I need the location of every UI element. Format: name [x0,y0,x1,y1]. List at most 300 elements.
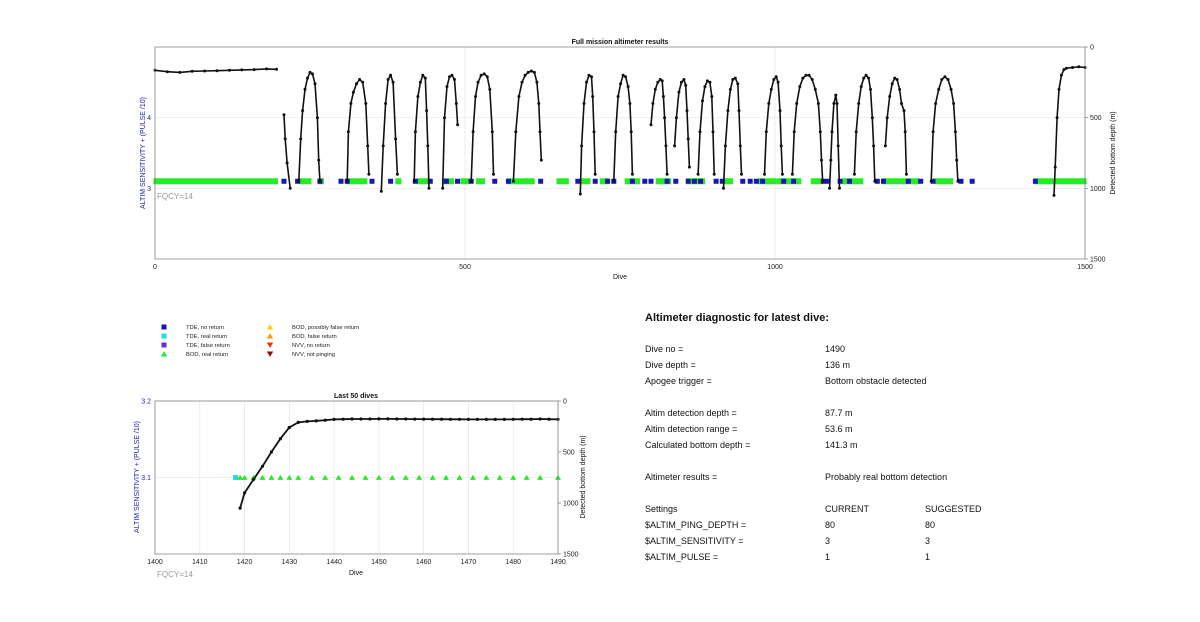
depth-point [947,78,950,81]
depth-point [583,102,586,105]
depth-point [288,426,291,429]
depth-point [869,88,872,91]
depth-point [297,180,300,183]
depth-point [346,180,349,183]
depth-line-segment [580,75,595,194]
depth-point [467,418,470,421]
depth-point [656,81,659,84]
tde-no-return-marker [740,179,745,184]
depth-point [485,418,488,421]
depth-point [630,130,633,133]
dive-depth-value: 136 m [825,360,851,370]
altimeter-diagnostic-panel [645,312,1165,568]
depth-point [666,173,669,176]
depth-point [428,187,431,190]
depth-point [712,130,715,133]
depth-point [306,420,309,423]
depth-point [740,173,743,176]
depth-point [191,70,194,73]
bod-real-return-band [935,178,954,184]
depth-point [664,144,667,147]
depth-point [441,187,444,190]
depth-point [686,109,689,112]
depth-point [956,180,959,183]
depth-line-segment [651,80,667,175]
results-label: Altimeter results = [645,472,718,482]
tde-no-return-marker [748,179,753,184]
sensitivity-current: 3 [825,536,831,546]
depth-point [279,437,282,440]
depth-point [937,88,940,91]
depth-point [270,450,273,453]
depth-point [651,102,654,105]
depth-point [808,74,811,77]
depth-point [456,123,459,126]
apogee-label: Apogee trigger = [645,376,712,386]
depth-point [726,109,729,112]
x-tick-label: 1000 [767,264,783,271]
tde-no-return-marker [538,179,543,184]
depth-line-segment [854,75,874,181]
depth-point [306,77,309,80]
depth-line-segment [765,77,783,175]
depth-point [777,81,780,84]
x-tick-label: 1500 [1077,264,1093,271]
depth-point [855,130,858,133]
tde-no-return-marker [847,179,852,184]
depth-point [821,180,824,183]
depth-point [898,88,901,91]
depth-point [675,116,678,119]
depth-point [619,82,622,85]
tde-no-return-marker [754,179,759,184]
depth-point [593,130,596,133]
pulse-current: 1 [825,552,831,562]
dive-depth-row [645,360,1165,376]
bod-real-return-band [557,178,569,184]
depth-point [680,81,683,84]
bod-real-return-band [476,178,485,184]
detection-depth-row [645,408,1165,424]
current-header: CURRENT [825,504,869,514]
depth-point [253,68,256,71]
depth-point [1054,166,1057,169]
apogee-value: Bottom obstacle detected [825,376,927,386]
legend-marker-triangle [267,333,273,338]
depth-point [284,137,287,140]
settings-header-row [645,504,1165,520]
calc-bottom-row [645,440,1165,456]
legend-label: TDE, false return [186,343,230,350]
bod-real-return-band [154,178,279,184]
depth-point [451,74,454,77]
depth-line-segment [1054,67,1085,196]
depth-point [314,82,317,85]
dive-depth-label: Dive depth = [645,360,696,370]
y-left-tick-label: 4 [147,115,151,123]
y-right-tick-label: 500 [563,449,575,457]
y-left-axis-label: ALTIM SENSITIVITY + (PULSE /10) [140,97,147,209]
depth-point [703,85,706,88]
depth-point [386,417,389,420]
x-tick-labels [153,264,1093,271]
depth-point [239,507,242,510]
suggested-header: SUGGESTED [925,504,982,514]
bod-real-return-band [395,178,401,184]
depth-point [539,130,542,133]
depth-line-segment [675,80,690,168]
x-tick-label: 1400 [147,559,163,566]
depth-point [905,173,908,176]
legend-marker-triangle [267,351,273,356]
depth-point [673,144,676,147]
depth-point [396,173,399,176]
depth-point [780,144,783,147]
depth-point [275,68,278,71]
detection-range-row [645,424,1165,440]
plot-data [233,417,561,509]
depth-line-segment [698,81,714,174]
depth-point [884,144,887,147]
depth-point [627,85,630,88]
depth-line-segment [513,71,541,181]
fqcy-annotation: FQCY=14 [157,192,193,201]
depth-line-segment [724,78,742,188]
depth-point [767,102,770,105]
y-right-tick-label: 0 [1090,44,1094,52]
depth-point [688,166,691,169]
x-tick-label: 1450 [371,559,387,566]
depth-point [535,81,538,84]
depth-point [421,74,424,77]
pulse-label: $ALTIM_PULSE = [645,552,719,562]
last-50-dives-chart [134,393,587,579]
legend-marker-triangle [267,324,273,329]
legend-label: BOD, real return [186,352,229,359]
depth-point [775,75,778,78]
depth-point [612,180,615,183]
sensitivity-row [645,536,1165,552]
legend-label: BOD, possibly false return [292,325,360,332]
depth-point [349,102,352,105]
depth-point [834,94,837,97]
depth-point [394,137,397,140]
bod-real-return-band [777,178,802,184]
depth-point [422,418,425,421]
depth-point [480,74,483,77]
depth-point [677,91,680,94]
depth-line-segment [299,72,320,181]
depth-point [265,67,268,70]
legend [161,324,360,358]
depth-point [940,78,943,81]
x-tick-label: 1460 [415,559,432,566]
depth-point [512,180,515,183]
tde-no-return-marker [370,179,375,184]
detection-depth-label: Altim detection depth = [645,408,737,418]
depth-point [836,102,839,105]
depth-point [367,173,370,176]
y-right-tick-label: 0 [563,398,567,406]
y-left-tick-label: 3.1 [141,475,151,482]
depth-point [736,82,739,85]
depth-point [426,144,429,147]
grid [155,47,1085,259]
chart-title: Last 50 dives [334,393,378,400]
sensitivity-label: $ALTIM_SENSITIVITY = [645,536,744,546]
depth-point [862,77,865,80]
depth-point [722,187,725,190]
dive-no-label: Dive no = [645,344,684,354]
depth-point [734,77,737,80]
depth-point [872,144,875,147]
x-tick-label: 500 [459,264,471,271]
bod-real-return-band [1034,178,1087,184]
depth-point [540,159,543,162]
depth-point [631,173,634,176]
bod-real-return-band [581,178,590,184]
depth-point [358,78,361,81]
settings-label: Settings [645,504,678,514]
depth-point [492,173,495,176]
depth-point [539,417,542,420]
depth-point [900,102,903,105]
depth-point [832,102,835,105]
tde-no-return-marker [692,179,697,184]
depth-point [404,417,407,420]
depth-point [738,109,741,112]
depth-point [203,70,206,73]
y-right-tick-label: 1000 [1090,185,1106,193]
depth-point [414,130,417,133]
tde-no-return-marker [630,179,635,184]
diagnostic-title: Altimeter diagnostic for latest dive: [645,312,829,324]
depth-point [455,102,458,105]
depth-point [286,161,289,164]
depth-point [425,109,428,112]
depth-point [820,159,823,162]
depth-point [449,418,452,421]
depth-point [1071,66,1074,69]
depth-point [770,88,773,91]
depth-point [873,180,876,183]
depth-point [517,95,520,98]
grid [155,401,558,554]
depth-point [299,137,302,140]
y-right-tick-labels [1085,45,1106,264]
tde-no-return-marker [388,179,393,184]
depth-point [472,130,475,133]
tde-no-return-marker [492,179,497,184]
depth-point [930,180,933,183]
depth-point [491,130,494,133]
x-tick-label: 1410 [191,559,208,566]
depth-point [324,419,327,422]
tde-no-return-marker [605,179,610,184]
tde-no-return-marker [506,179,511,184]
depth-point [395,417,398,420]
detection-range-label: Altim detection range = [645,424,738,434]
depth-point [591,95,594,98]
depth-point [585,81,588,84]
depth-point [530,70,533,73]
depth-point [687,137,690,140]
y-left-tick-labels [147,115,151,193]
depth-point [216,69,219,72]
depth-point [289,187,292,190]
depth-point [791,173,794,176]
depth-point [547,418,550,421]
depth-point [896,78,899,81]
y-left-tick-label: 3.2 [141,398,151,406]
depth-point [1077,65,1080,68]
tde-no-return-marker [575,179,580,184]
depth-point [431,418,434,421]
depth-point [661,79,664,82]
depth-point [710,95,713,98]
x-tick-label: 1430 [281,559,298,566]
tde-real-return-marker [233,475,238,480]
legend-label: TDE, no return [186,325,225,332]
depth-point [382,144,385,147]
x-tick-label: 1470 [460,559,477,566]
depth-point [474,95,477,98]
depth-line-segment [614,75,633,181]
depth-point [315,419,318,422]
calc-bottom-label: Calculated bottom depth = [645,440,751,450]
dive-no-row [645,344,1165,360]
depth-point [440,418,443,421]
depth-point [342,418,345,421]
results-value: Probably real bottom detection [825,472,948,482]
depth-point [1056,116,1059,119]
depth-point [932,130,935,133]
depth-point [283,113,286,116]
x-tick-label: 0 [153,264,157,271]
depth-line-segment [347,80,369,182]
legend-label: NVV, not pinging [292,352,335,359]
depth-point [650,123,653,126]
depth-point [252,478,255,481]
depth-point [579,193,582,196]
depth-point [483,72,486,75]
depth-point [713,173,716,176]
depth-point [301,109,304,112]
depth-point [533,71,536,74]
depth-point [317,159,320,162]
bod-real-return-band [842,178,864,184]
tde-no-return-marker [642,179,647,184]
depth-point [819,130,822,133]
dive-no-value: 1490 [825,344,846,354]
depth-point [729,88,732,91]
depth-point [537,102,540,105]
depth-line-segment [443,75,458,188]
depth-point [891,82,894,85]
depth-point [765,130,768,133]
tde-no-return-marker [760,179,765,184]
depth-point [699,130,702,133]
depth-point [524,74,527,77]
depth-point [580,144,583,147]
depth-point [470,180,473,183]
x-tick-label: 1440 [326,559,342,566]
depth-line-segment [284,115,290,189]
depth-point [888,95,891,98]
depth-point [503,418,506,421]
legend-marker-square [162,343,167,348]
depth-point [763,173,766,176]
depth-point [697,173,700,176]
tde-no-return-marker [455,179,460,184]
legend-label: TDE, real return [186,334,228,341]
depth-line-segment [830,95,840,188]
legend-marker-square [162,325,167,330]
depth-point [368,417,371,420]
depth-point [828,187,831,190]
depth-point [663,116,666,119]
depth-point [443,116,446,119]
depth-point [387,78,390,81]
y-right-tick-label: 1500 [563,551,579,559]
depth-point [886,116,889,119]
depth-line-segment [792,75,822,181]
bod-real-return-band [299,178,311,184]
depth-point [488,88,491,91]
depth-point [838,187,841,190]
depth-point [724,144,727,147]
depth-point [1053,194,1056,197]
depth-point [624,75,627,78]
y-left-axis-label: ALTIM SENSITIVITY + (PULSE /10) [134,421,141,533]
tde-no-return-marker [665,179,670,184]
depth-point [243,491,246,494]
depth-point [857,102,860,105]
ping-depth-row [645,520,1165,536]
legend-marker-triangle [267,342,273,347]
depth-point [684,84,687,87]
fqcy-annotation: FQCY=14 [157,570,193,579]
depth-point [798,85,801,88]
bod-real-return-band [417,178,429,184]
depth-point [352,91,355,94]
depth-point [1065,67,1068,70]
bod-real-return-band [724,178,733,184]
depth-point [860,85,863,88]
tde-no-return-marker [686,179,691,184]
bod-real-return-band [507,178,535,184]
chart-title: Full mission altimeter results [571,39,669,46]
depth-line-segment [381,75,397,191]
tde-no-return-marker [791,179,796,184]
x-tick-label: 1480 [505,559,522,566]
y-left-tick-labels [141,399,151,483]
depth-point [904,130,907,133]
detection-range-value: 53.6 m [825,424,853,434]
depth-point [364,102,367,105]
tde-no-return-marker [339,179,344,184]
depth-point [392,81,395,84]
depth-point [521,81,524,84]
depth-point [228,69,231,72]
tde-no-return-marker [698,179,703,184]
tde-no-return-marker [714,179,719,184]
depth-point [297,421,300,424]
plot-frame [155,47,1085,259]
depth-point [682,78,685,81]
pulse-row [645,552,1165,568]
depth-point [628,102,631,105]
